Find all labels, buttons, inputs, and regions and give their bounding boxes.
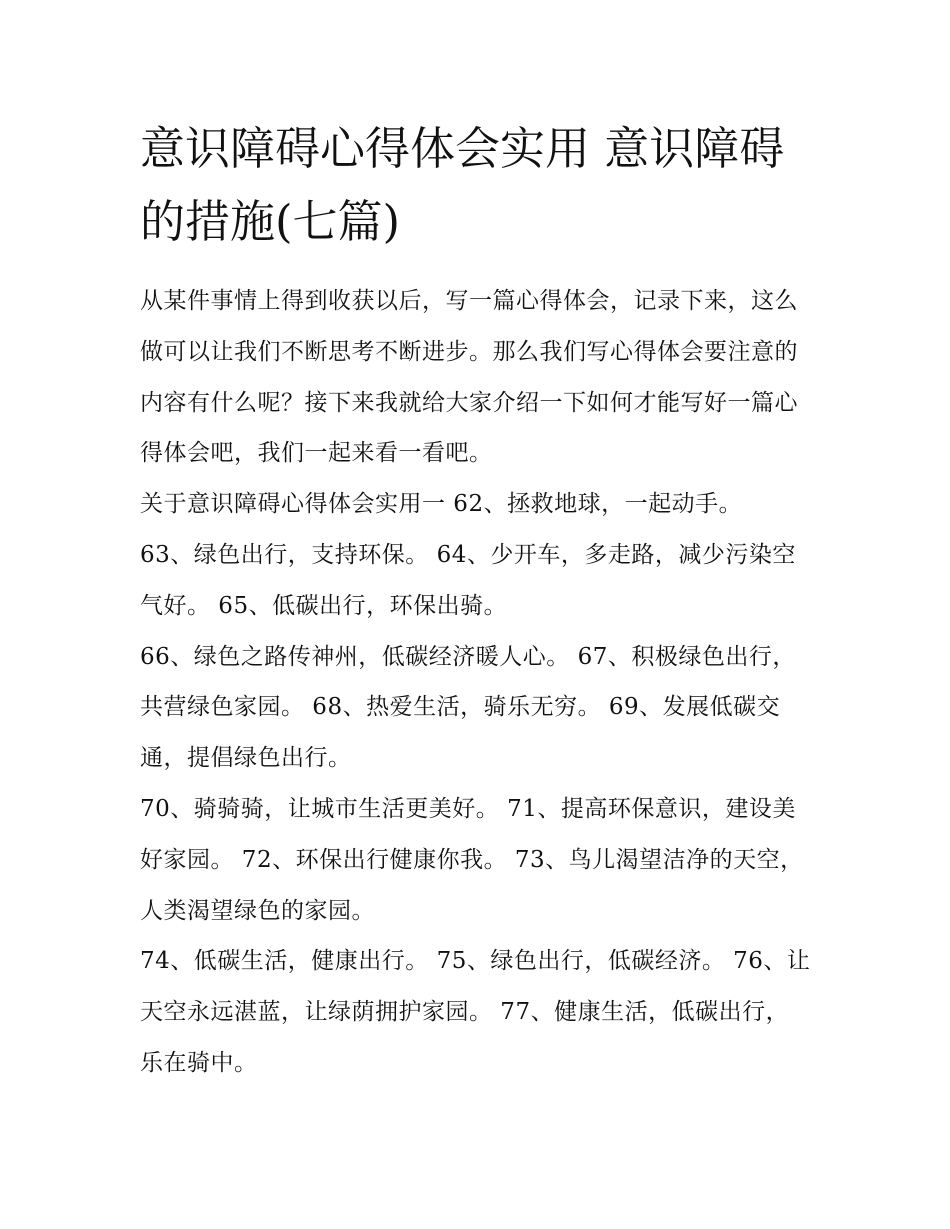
paragraph: 70、骑骑骑，让城市生活更美好。 71、提高环保意识，建设美好家园。 72、环保出行健康你我。 73、鸟儿渴望洁净的天空，人类渴望绿色的家园。 — [140, 795, 804, 924]
document-title: 意识障碍心得体会实用 意识障碍的措施(七篇) — [140, 122, 785, 248]
paragraph: 66、绿色之路传神州，低碳经济暖人心。 67、积极绿色出行，共营绿色家园。 68、热爱生活，骑乐无穷。 69、发展低碳交通，提倡绿色出行。 — [140, 643, 796, 772]
paragraph: 关于意识障碍心得体会实用一 62、拯救地球，一起动手。 — [140, 491, 743, 518]
paragraph: 63、绿色出行，支持环保。 64、少开车，多走路，减少污染空气好。 65、低碳出行，环保出骑。 — [140, 541, 796, 619]
document-body — [140, 276, 812, 1089]
paragraph: 74、低碳生活，健康出行。 75、绿色出行，低碳经济。 76、让天空永远湛蓝，让绿荫拥护家园。 77、健康生活，低碳出行，乐在骑中。 — [140, 948, 811, 1076]
intro-paragraph: 从某件事情上得到收获以后，写一篇心得体会，记录下来，这么做可以让我们不断思考不断进步。那么我们写心得体会要注意的内容有什么呢？接下来我就给大家介绍一下如何才能写好一篇心得体会吧，我们一起来看一看吧。 — [140, 288, 798, 467]
